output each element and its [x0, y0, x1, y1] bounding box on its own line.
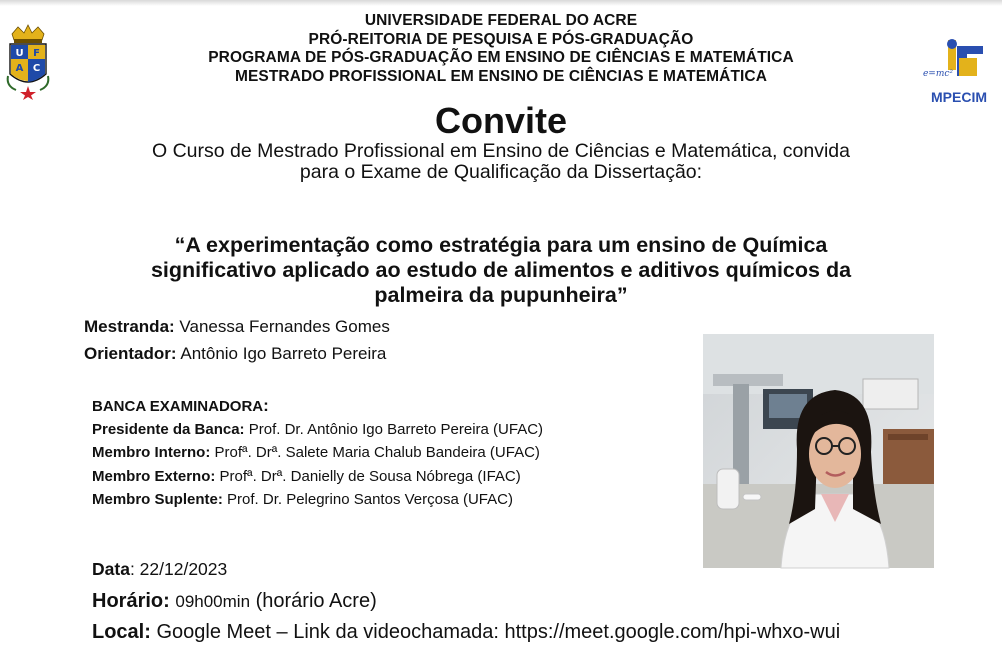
time-label: Horário: [92, 590, 170, 612]
ufac-coat-of-arms-icon [4, 24, 52, 100]
date-value: : 22/12/2023 [129, 559, 228, 579]
board-member-role: Presidente da Banca: [92, 421, 245, 438]
top-divider [0, 0, 1002, 6]
thesis-title-line-1: “A experimentação como estratégia para um ensino de Química [174, 233, 828, 257]
header-university: UNIVERSIDADE FEDERAL DO ACRE [364, 12, 638, 29]
board-member [92, 444, 540, 461]
thesis-title [80, 233, 922, 308]
board-member [92, 468, 521, 485]
mpecim-formula: e=mc² [922, 69, 954, 79]
time-note: (horário Acre) [255, 590, 377, 612]
mpecim-label: MPECIM [931, 89, 987, 105]
board-member [92, 491, 513, 508]
date-row [92, 559, 227, 580]
ufac-letter-f: F [33, 48, 40, 59]
ufac-letter-u: U [15, 48, 24, 59]
student-portrait-photo [703, 334, 934, 568]
board-member-role: Membro Interno: [92, 444, 211, 461]
thesis-title-line-3: palmeira da pupunheira” [374, 283, 628, 307]
board-heading-text: BANCA EXAMINADORA [92, 398, 264, 415]
institution-header [140, 12, 862, 86]
date-label: Data [92, 559, 130, 579]
student-label: Mestranda: [84, 317, 175, 336]
ufac-letter-c: C [32, 63, 41, 74]
board-member-name: Prof. Dr. Pelegrino Santos Verçosa (UFAC) [227, 491, 513, 508]
location-label: Local: [92, 621, 151, 643]
header-master-course: MESTRADO PROFISSIONAL EM ENSINO DE CIÊNCIAS E MATEMÁTICA [234, 67, 768, 85]
time-value: 09h00min [175, 592, 251, 611]
board-heading [92, 396, 269, 416]
board-member-name: Profª. Drª. Salete Maria Chalub Bandeira (UFAC) [214, 444, 540, 461]
invitation-intro [90, 141, 912, 183]
intro-line-1: O Curso de Mestrado Profissional em Ensino de Ciências e Matemática, convida [152, 140, 850, 162]
meeting-link[interactable]: Google Meet – Link da videochamada: https://meet.google.com/hpi-whxo-wui [156, 621, 841, 643]
invitation-title: Convite [434, 100, 567, 141]
ufac-letter-a: A [15, 63, 24, 74]
intro-line-2: para o Exame de Qualificação da Dissertação: [299, 161, 703, 183]
board-member-name: Prof. Dr. Antônio Igo Barreto Pereira (UFAC) [248, 421, 544, 438]
board-member [92, 421, 543, 438]
advisor-name: Antônio Igo Barreto Pereira [180, 344, 387, 363]
board-member-name: Profª. Drª. Danielly de Sousa Nóbrega (IFAC) [219, 468, 521, 485]
student-row [84, 317, 390, 337]
header-pro-rectorate: PRÓ-REITORIA DE PESQUISA E PÓS-GRADUAÇÃO [308, 30, 694, 48]
board-member-role: Membro Externo: [92, 468, 216, 485]
board-heading-colon: : [263, 396, 269, 415]
advisor-label: Orientador: [84, 344, 177, 363]
header-program: PROGRAMA DE PÓS-GRADUAÇÃO EM ENSINO DE CIÊNCIAS E MATEMÁTICA [208, 49, 794, 66]
thesis-title-line-2: significativo aplicado ao estudo de alimentos e aditivos químicos da [150, 258, 852, 282]
student-name: Vanessa Fernandes Gomes [179, 317, 390, 336]
time-row [92, 590, 377, 613]
location-row [92, 621, 840, 644]
board-member-role: Membro Suplente: [92, 491, 223, 508]
advisor-row [84, 344, 386, 364]
